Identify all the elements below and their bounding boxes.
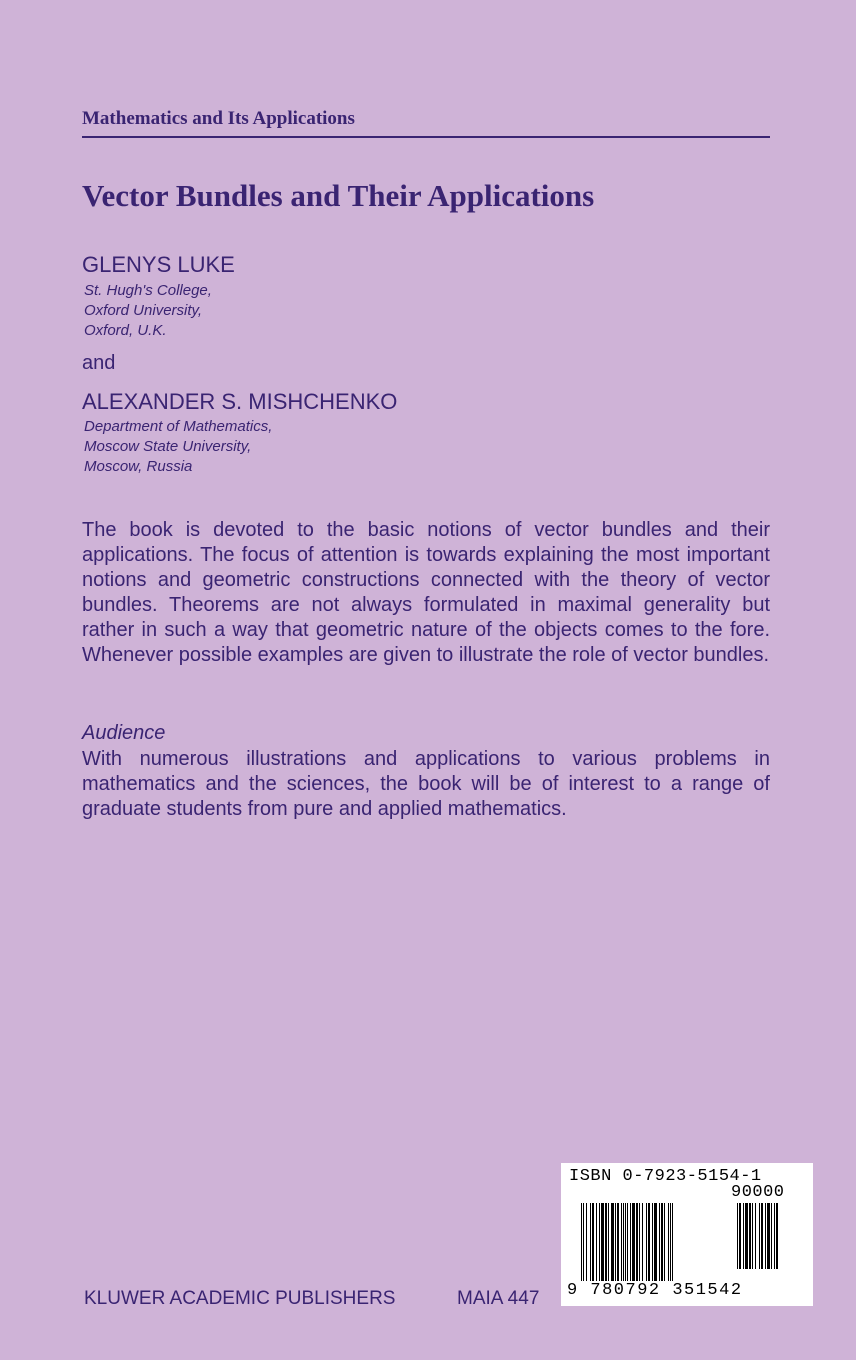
barcode-bar: [654, 1203, 657, 1281]
barcode-bar: [743, 1203, 744, 1269]
series-rule: [82, 136, 770, 138]
ean-number: 9 780792 351542: [567, 1281, 743, 1300]
barcode-bar: [661, 1203, 663, 1281]
author-affiliation: [84, 281, 212, 341]
barcode-bar: [621, 1203, 622, 1281]
barcode-bar: [739, 1203, 741, 1269]
barcode-bar: [659, 1203, 660, 1281]
affiliation-line: St. Hugh's College,: [84, 282, 212, 299]
barcode-bar: [617, 1203, 619, 1281]
barcode-bar: [590, 1203, 591, 1281]
barcode-bar: [592, 1203, 594, 1281]
barcode-bar: [630, 1203, 631, 1281]
barcode-bar: [615, 1203, 616, 1281]
barcode-bar: [752, 1203, 753, 1269]
addon-barcode-bars: [737, 1203, 803, 1283]
barcode-bar: [776, 1203, 778, 1269]
affiliation-line: Moscow State University,: [84, 438, 252, 455]
barcode-box: [561, 1163, 813, 1306]
barcode-bar: [771, 1203, 772, 1269]
barcode-bar: [646, 1203, 647, 1281]
barcode-bar: [737, 1203, 738, 1269]
barcode-bar: [648, 1203, 650, 1281]
barcode-bar: [608, 1203, 609, 1281]
barcode-bar: [652, 1203, 653, 1281]
book-title: Vector Bundles and Their Applications: [82, 178, 595, 213]
author-affiliation: [84, 417, 272, 477]
barcode-bar: [611, 1203, 614, 1281]
barcode-bar: [664, 1203, 665, 1281]
audience-heading: Audience: [82, 722, 166, 744]
barcode-bar: [599, 1203, 600, 1281]
affiliation-line: Department of Mathematics,: [84, 418, 273, 435]
barcode-bar: [761, 1203, 763, 1269]
barcode-bar: [759, 1203, 760, 1269]
barcode-bar: [749, 1203, 751, 1269]
price-code: 90000: [731, 1183, 785, 1202]
publisher-name: KLUWER ACADEMIC PUBLISHERS: [84, 1288, 396, 1309]
barcode-bar: [755, 1203, 756, 1269]
author-name: ALEXANDER S. MISHCHENKO: [82, 389, 398, 414]
barcode-bar: [586, 1203, 587, 1281]
barcode-bar: [668, 1203, 669, 1281]
barcode-bar: [767, 1203, 770, 1269]
barcode-bar: [596, 1203, 597, 1281]
barcode-bar: [765, 1203, 766, 1269]
conjunction-text: and: [82, 352, 116, 374]
barcode-bar: [774, 1203, 775, 1269]
series-number: MAIA 447: [457, 1288, 540, 1309]
barcode-bar: [636, 1203, 638, 1281]
barcode-bar: [639, 1203, 640, 1281]
affiliation-line: Oxford University,: [84, 302, 203, 319]
barcode-bar: [605, 1203, 607, 1281]
series-name: Mathematics and Its Applications: [82, 108, 355, 129]
audience-text: With numerous illustrations and applications to various problems in mathematics and the sciences, the book will be of interest to a range of graduate students from pure and applied mathematics.: [82, 748, 770, 820]
author-name: GLENYS LUKE: [82, 252, 235, 277]
barcode-bar: [632, 1203, 635, 1281]
barcode-bar: [642, 1203, 643, 1281]
affiliation-line: Oxford, U.K.: [84, 322, 167, 339]
book-description: The book is devoted to the basic notions of vector bundles and their applications. The focus of attention is towards explaining the most important notions and geometric constructions connected with the theory of vector bundles. Theorems are not always formulated in maximal generality but rather in such a way that geometric nature of the objects comes to the fore. Whenever possible examples are given to illustrate the role of vector bundles.: [82, 519, 770, 666]
isbn-label: ISBN 0-7923-5154-1: [569, 1167, 762, 1186]
affiliation-line: Moscow, Russia: [84, 458, 193, 475]
barcode-bar: [601, 1203, 604, 1281]
barcode-bar: [745, 1203, 748, 1269]
